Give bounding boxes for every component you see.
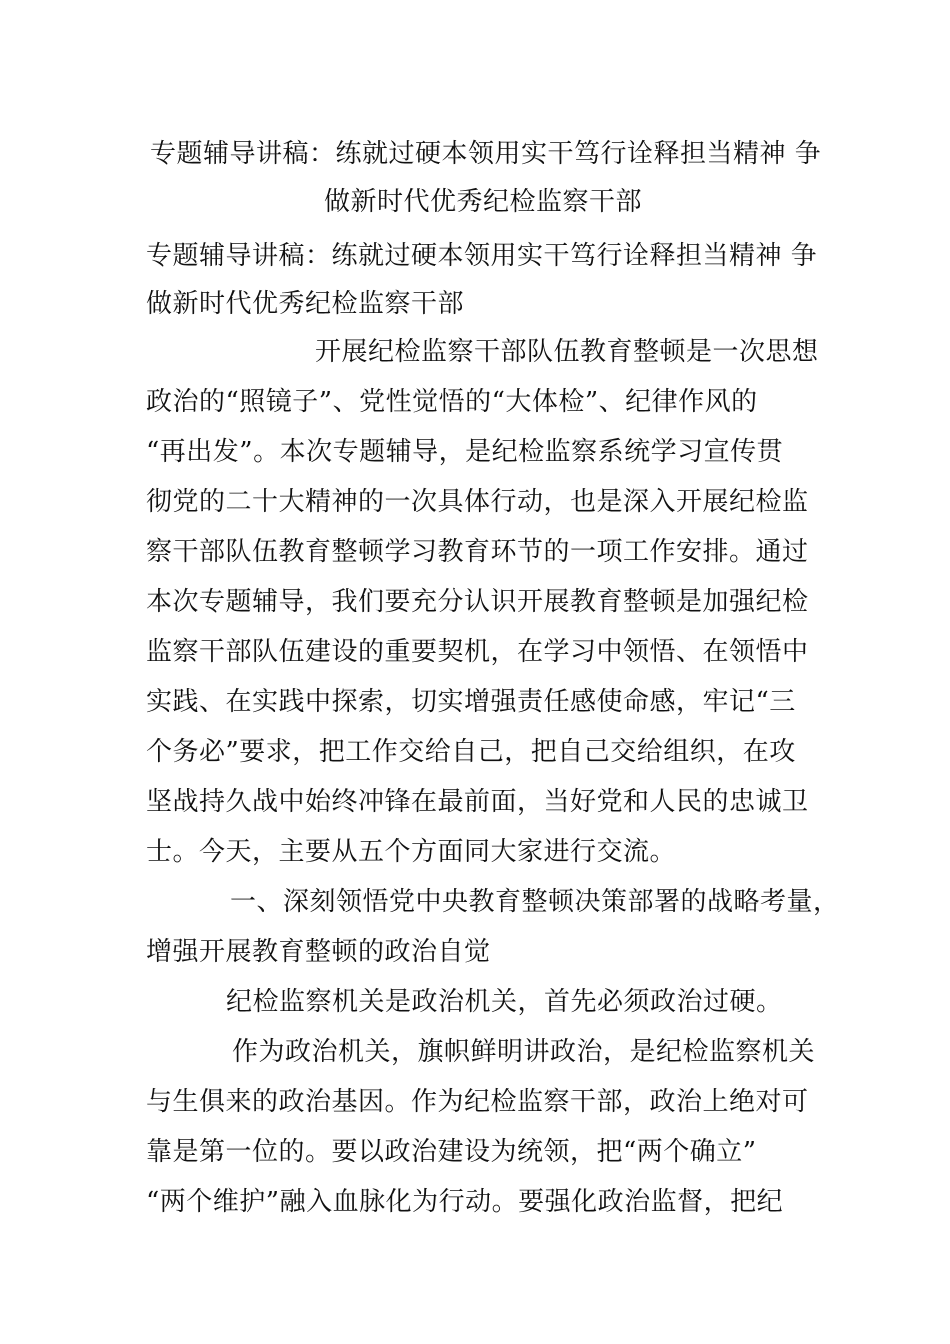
section-heading-1-line-1: 一、深刻领悟党中央教育整顿决策部署的战略考量， [230, 887, 840, 917]
paragraph-1-line: 监察干部队伍建设的重要契机，在学习中领悟、在领悟中 [146, 637, 809, 667]
paragraph-1-line: 察干部队伍教育整顿学习教育环节的一项工作安排。通过 [146, 537, 809, 567]
document-subtitle-line-2: 做新时代优秀纪检监察干部 [146, 289, 465, 319]
paragraph-3-line: “两个维护”融入血脉化为行动。要强化政治监督，把纪 [146, 1187, 784, 1217]
document-subtitle-line-1: 专题辅导讲稿：练就过硬本领用实干笃行诠释担当精神 争 [146, 241, 818, 271]
paragraph-1-line: 个务必”要求，把工作交给自己，把自己交给组织，在攻 [146, 737, 796, 767]
document-title-line-2: 做新时代优秀纪检监察干部 [324, 187, 643, 217]
paragraph-1-line: 坚战持久战中始终冲锋在最前面，当好党和人民的忠诚卫 [146, 787, 809, 817]
section-heading-1-line-2: 增强开展教育整顿的政治自觉 [146, 937, 491, 967]
paragraph-3-line: 与生俱来的政治基因。作为纪检监察干部，政治上绝对可 [146, 1087, 809, 1117]
paragraph-1-line: 士。今天，主要从五个方面同大家进行交流。 [146, 837, 677, 867]
paragraph-1-line: 本次专题辅导，我们要充分认识开展教育整顿是加强纪检 [146, 587, 809, 617]
paragraph-1-line: 彻党的二十大精神的一次具体行动，也是深入开展纪检监 [146, 487, 809, 517]
paragraph-2-line: 纪检监察机关是政治机关，首先必须政治过硬。 [226, 987, 783, 1017]
document-title-line-1: 专题辅导讲稿：练就过硬本领用实干笃行诠释担当精神 争 [150, 139, 822, 169]
paragraph-3-line: 靠是第一位的。要以政治建设为统领，把“两个确立” [146, 1137, 757, 1167]
paragraph-1-line: 实践、在实践中探索，切实增强责任感使命感，牢记“三 [146, 687, 796, 717]
paragraph-3-line: 作为政治机关，旗帜鲜明讲政治，是纪检监察机关 [232, 1037, 816, 1067]
paragraph-1-line: 开展纪检监察干部队伍教育整顿是一次思想 [315, 337, 819, 367]
paragraph-1-line: 政治的“照镜子”、党性觉悟的“大体检”、纪律作风的 [146, 387, 758, 417]
paragraph-1-line: “再出发”。本次专题辅导，是纪检监察系统学习宣传贯 [146, 437, 784, 467]
